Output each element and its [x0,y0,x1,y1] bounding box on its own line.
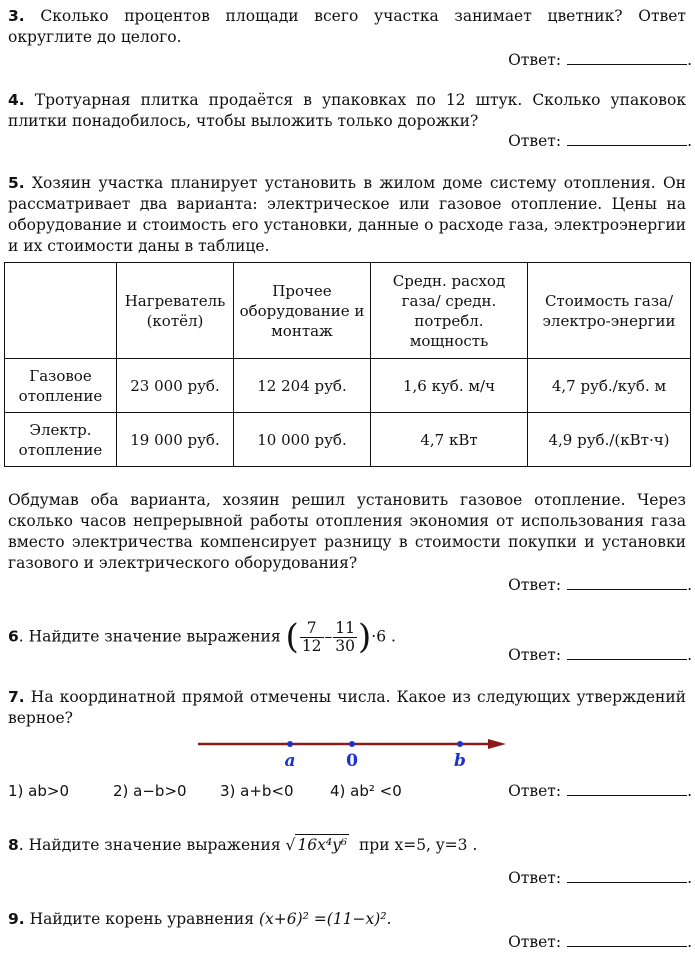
left-paren: ( [285,617,299,657]
question-9 [8,909,686,930]
fraction [333,620,357,655]
table-cell: 4,7 кВт [371,413,528,467]
table-header-row [5,263,691,359]
table-cell: 10 000 руб. [234,413,371,467]
question-number: 4. [8,91,25,109]
question-text: . Найдите значение выражения [18,836,281,854]
option-1[interactable]: 1) ab>0 [8,782,69,800]
expression-tail: ·6 . [371,627,396,646]
table-header-cell: Нагреватель (котёл) [117,263,234,359]
table-cell: 1,6 куб. м/ч [371,359,528,413]
question-text: Найдите корень уравнения [29,910,255,928]
answer-line[interactable] [567,781,687,796]
question-4 [8,90,686,132]
answer-field-8[interactable]: Ответ: . [508,869,692,887]
answer-label: Ответ: [508,869,562,887]
answer-label: Ответ: [508,132,562,150]
heating-table [4,262,691,467]
denominator: 12 [301,637,322,655]
point-zero [349,741,355,747]
answer-label: Ответ: [508,576,562,594]
option-4[interactable]: 4) ab² <0 [330,782,402,800]
question-text: Сколько процентов площади всего участка занимает цветник? Ответ округлите до целого. [8,7,686,46]
answer-line[interactable] [567,932,687,947]
answer-line[interactable] [567,868,687,883]
table-header-cell: Прочее оборудование и монтаж [234,263,371,359]
table-cell: 19 000 руб. [117,413,234,467]
question-text: Тротуарная плитка продаётся в упаковках по 12 штук. Сколько упаковок плитки понадобилось, чтобы выложить только дорожки? [8,91,687,130]
table-cell: Газовое отопление [5,359,117,413]
answer-field-6[interactable]: Ответ: . [508,646,692,664]
answer-field-5[interactable]: Ответ: . [508,576,692,594]
question-number: 7. [8,688,25,706]
question-number: 6 [8,627,19,646]
table-cell: 12 204 руб. [234,359,371,413]
point-b [457,741,463,747]
answer-label: Ответ: [508,646,562,664]
question-number: 3. [8,7,25,25]
point-a [287,741,293,747]
answer-line[interactable] [567,50,687,65]
question-text: Хозяин участка планирует установить в жилом доме систему отопления. Он рассматривает два варианта: электрическое или газовое отопление. Цены на оборудование и стоимость его установки, данные о расходе газа, электроэнергии и их стоимости даны в таблице. [8,174,686,255]
table-header-cell [5,263,117,359]
arrow-head [488,739,506,749]
option-3[interactable]: 3) a+b<0 [220,782,294,800]
question-text: На координатной прямой отмечены числа. Какое из следующих утверждений верное? [8,688,686,727]
fraction [300,620,324,655]
label-a: a [284,751,296,771]
question-text: Обдумав оба варианта, хозяин решил установить газовое отопление. Через сколько часов непрерывной работы отопления экономия от использования газа вместо электричества компенсирует разницу в стоимости покупки и установки газового и электрического оборудования? [8,491,686,572]
right-paren: ) [358,617,372,657]
numerator: 7 [300,620,324,638]
question-8 [8,834,686,856]
table-header-cell: Средн. расход газа/ средн. потребл. мощность [371,263,528,359]
table-cell: Электр. отопление [5,413,117,467]
table-cell: 4,9 руб./(кВт·ч) [528,413,691,467]
number-line [190,734,520,774]
answer-field-9[interactable]: Ответ: . [508,933,692,951]
question-3 [8,6,686,48]
answer-field-4[interactable]: Ответ: . [508,132,692,150]
option-2[interactable]: 2) a−b>0 [113,782,187,800]
numerator: 11 [335,619,356,637]
question-7 [8,687,686,729]
answer-field-7[interactable]: Ответ: . [508,782,692,800]
question-number: 5. [8,174,25,192]
question-number: 9. [8,910,25,928]
label-b: b [454,751,466,771]
table-cell: 23 000 руб. [117,359,234,413]
denominator: 30 [335,637,356,655]
expression-tail: при x=5, y=3 . [358,836,478,854]
label-zero: 0 [346,751,358,771]
answer-label: Ответ: [508,933,562,951]
question-5 [8,173,686,257]
question-6: 6. Найдите значение выражения ( $\frac{7}{12}$ – $\frac{11}{30}$ )·6 . [8,617,396,657]
table-header-cell: Стоимость газа/электро-энергии [528,263,691,359]
answer-line[interactable] [567,131,687,146]
answer-field-3[interactable]: Ответ: . [508,51,692,69]
answer-label: Ответ: [508,782,562,800]
sqrt-sign: √ [285,836,296,854]
equation: (x+6)² =(11−x)². [258,910,392,928]
answer-line[interactable] [567,645,687,660]
table-row [5,413,691,467]
question-text: . Найдите значение выражения [18,627,281,646]
question-5-continued [8,490,686,574]
question-number: 8 [8,836,19,854]
answer-label: Ответ: [508,51,562,69]
table-cell: 4,7 руб./куб. м [528,359,691,413]
radicand: 16x⁴y⁶ [297,836,348,854]
table-row [5,359,691,413]
answer-line[interactable] [567,575,687,590]
